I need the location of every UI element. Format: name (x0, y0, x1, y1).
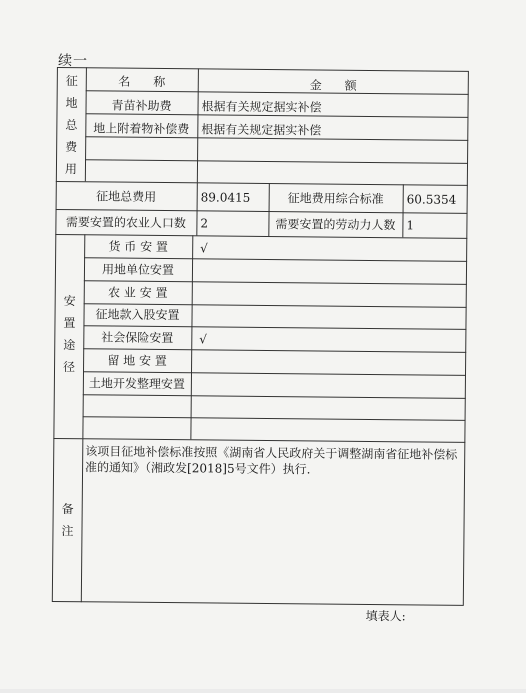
labor-count-label: 需要安置的劳动力人数 (275, 217, 396, 233)
col-name-header: 名 称 (118, 74, 166, 90)
checkmark: √ (199, 332, 208, 347)
resettle-side-label: 安置途径 (62, 294, 76, 375)
standard-label: 征地费用综合标准 (287, 191, 384, 207)
resettle-row-name: 农 业 安 置 (107, 285, 168, 301)
remarks-text: 该项目征地补偿标准按照《湖南省人民政府关于调整湖南省征地补偿标准的通知》（湘政发[2018]5号文件）执行. (85, 444, 458, 477)
land-row-amount: 根据有关规定据实补偿 (201, 99, 322, 115)
checkmark: √ (200, 241, 208, 256)
land-row-name: 青苗补助费 (111, 98, 172, 114)
standard-value: 60.5354 (406, 192, 457, 207)
resettle-row-name: 用地单位安置 (101, 262, 175, 278)
resettle-row-name: 货 币 安 置 (108, 239, 168, 255)
filler-label: 填表人: (365, 608, 406, 624)
land-row-amount: 根据有关规定据实补偿 (201, 122, 322, 138)
farm-population-label: 需要安置的农业人口数 (65, 215, 187, 231)
total-cost-value: 89.0415 (200, 190, 251, 205)
col-amount-header: 金 额 (309, 78, 357, 93)
resettle-row-name: 社会保险安置 (101, 330, 174, 346)
resettle-row-name: 留 地 安 置 (107, 353, 167, 369)
resettle-row-name: 征地款入股安置 (95, 307, 180, 323)
remarks-side-label: 备注 (61, 502, 74, 539)
farm-population-value: 2 (200, 216, 209, 231)
labor-count-value: 1 (406, 218, 415, 233)
land-row-name: 地上附着物补偿费 (93, 121, 190, 137)
land-side-label: 征地总费用 (64, 74, 78, 177)
continuation-title: 续一 (57, 52, 89, 70)
total-cost-label: 征地总费用 (96, 189, 157, 204)
resettle-row-name: 土地开发整理安置 (88, 376, 185, 392)
